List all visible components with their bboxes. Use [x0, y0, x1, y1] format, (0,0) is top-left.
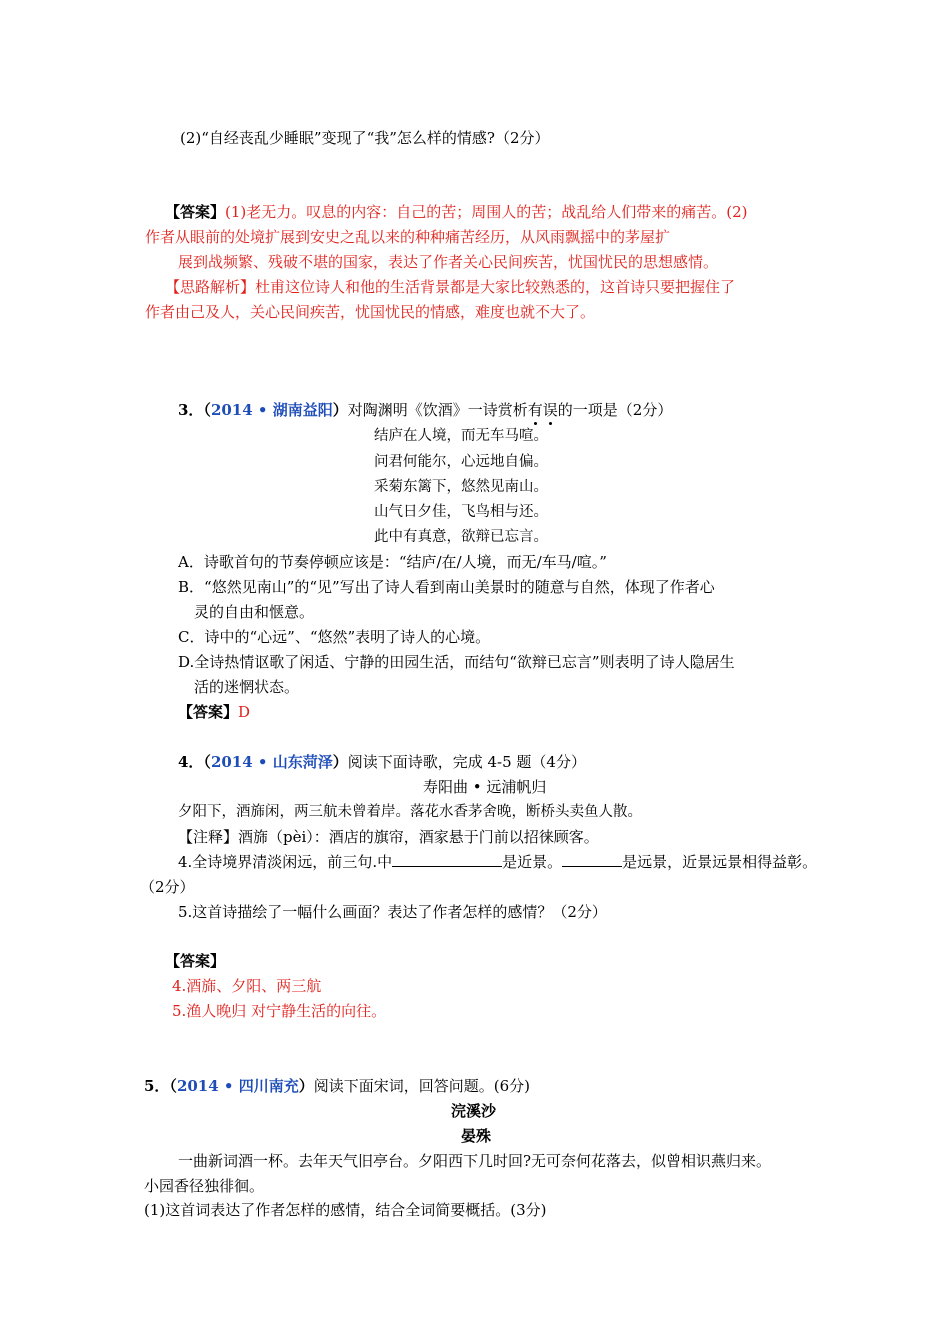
question-4-source: 2014 • 山东菏泽	[210, 753, 333, 771]
poem-5-line-1: 一曲新词酒一杯。去年天气旧亭台。夕阳西下几时回?无可奈何花落去，似曾相识燕归来。	[178, 1152, 772, 1170]
poem-5-author: 晏殊	[461, 1127, 492, 1145]
poem-3-line-5: 此中有真意，欲辩已忘言。	[374, 529, 548, 545]
answer-3	[178, 702, 250, 722]
emphasis-dots	[528, 401, 558, 419]
option-b-line-2: 灵的自由和惬意。	[194, 603, 315, 621]
poem-3-line-4: 山气日夕佳，飞鸟相与还。	[374, 504, 548, 520]
option-d-line-1: D.全诗热情讴歌了闲适、宁静的田园生活，而结句“欲辩已忘言”则表明了诗人隐居生	[178, 653, 735, 671]
answer-2-text-1: (1)老无力。叹息的内容：自己的苦；周围人的苦；战乱给人们带来的痛苦。(2)	[225, 203, 748, 221]
question-5-source: 2014 • 四川南充	[176, 1077, 299, 1095]
answer-label: 【答案】	[178, 703, 239, 721]
question-3-header: 3．（2014 • 湖南益阳）对陶渊明《饮酒》一诗赏析有误的一项是（2分）	[178, 401, 673, 419]
poem-3-line-3: 采菊东篱下，悠然见南山。	[374, 479, 548, 495]
poem-5-line-2: 小园香径独徘徊。	[144, 1177, 265, 1195]
question-5-header: 5．（2014 • 四川南充）阅读下面宋词，回答问题。(6分)	[144, 1077, 530, 1095]
answer-2-line-2: 作者从眼前的处境扩展到安史之乱以来的种种痛苦经历，从风雨飘摇中的茅屋扩	[145, 228, 671, 246]
question-2-sub-2: (2)“自经丧乱少睡眠”变现了“我”怎么样的情感?（2分）	[180, 129, 550, 147]
poem-3-line-1: 结庐在人境，而无车马喧。	[374, 428, 548, 444]
answer-2-line-1	[165, 202, 748, 222]
poem-4-note: 【注释】酒旆（pèi）：酒店的旗帘，酒家悬于门前以招徕顾客。	[178, 828, 599, 846]
answer-4-label: 【答案】	[165, 952, 226, 970]
answer-blank-1[interactable]	[392, 852, 502, 867]
poem-4-text: 夕阳下，酒旆闲，两三航未曾着岸。落花水香茅舍晚，断桥头卖鱼人散。	[178, 804, 642, 820]
question-5-sub-1: (1)这首词表达了作者怎样的感情，结合全词简要概括。(3分)	[144, 1201, 547, 1219]
emphasis-char: 误	[542, 401, 558, 419]
option-a: A．诗歌首句的节奏停顿应该是：“结庐/在/人境，而无/车马/喧。”	[178, 553, 607, 571]
poem-4-title: 寿阳曲 • 远浦帆归	[423, 778, 547, 796]
question-3-source: 2014 • 湖南益阳	[210, 401, 333, 419]
option-d-line-2: 活的迷惘状态。	[194, 678, 300, 696]
analysis-text-1: 杜甫这位诗人和他的生活背景都是大家比较熟悉的，这首诗只要把握住了	[255, 278, 736, 296]
poem-5-title: 浣溪沙	[451, 1102, 497, 1120]
analysis-line-2: 作者由己及人，关心民间疾苦，忧国忧民的情感，难度也就不大了。	[145, 303, 596, 321]
question-4-sub-5: 5.这首诗描绘了一幅什么画面？表达了作者怎样的感情？（2分）	[178, 903, 607, 921]
answer-label: 【答案】	[165, 203, 226, 221]
question-4-sub-4-score: （2分）	[140, 878, 195, 896]
analysis-label: 【思路解析】	[165, 278, 256, 296]
answer-5-value: 5.渔人晚归 对宁静生活的向往。	[172, 1002, 387, 1020]
option-c: C．诗中的“心远”、“悠然”表明了诗人的心境。	[178, 628, 491, 646]
answer-4-value: 4.酒旆、夕阳、两三航	[172, 977, 322, 995]
question-4-header: 4．（2014 • 山东菏泽）阅读下面诗歌，完成 4-5 题（4分）	[178, 753, 586, 771]
emphasis-char: 有	[527, 401, 543, 419]
answer-3-value: D	[238, 703, 251, 721]
question-4-sub-4: 4.全诗境界清淡闲远，前三句.中 是近景。 是远景，近景远景相得益彰。	[178, 853, 818, 871]
poem-3-line-2: 问君何能尔，心远地自偏。	[374, 454, 548, 470]
answer-blank-2[interactable]	[562, 852, 622, 867]
answer-2-line-3: 展到战频繁、残破不堪的国家，表达了作者关心民间疾苦，忧国忧民的思想感情。	[178, 253, 719, 271]
analysis-line-1	[165, 277, 735, 297]
option-b-line-1: B．“悠然见南山”的“见”写出了诗人看到南山美景时的随意与自然，体现了作者心	[178, 578, 715, 596]
